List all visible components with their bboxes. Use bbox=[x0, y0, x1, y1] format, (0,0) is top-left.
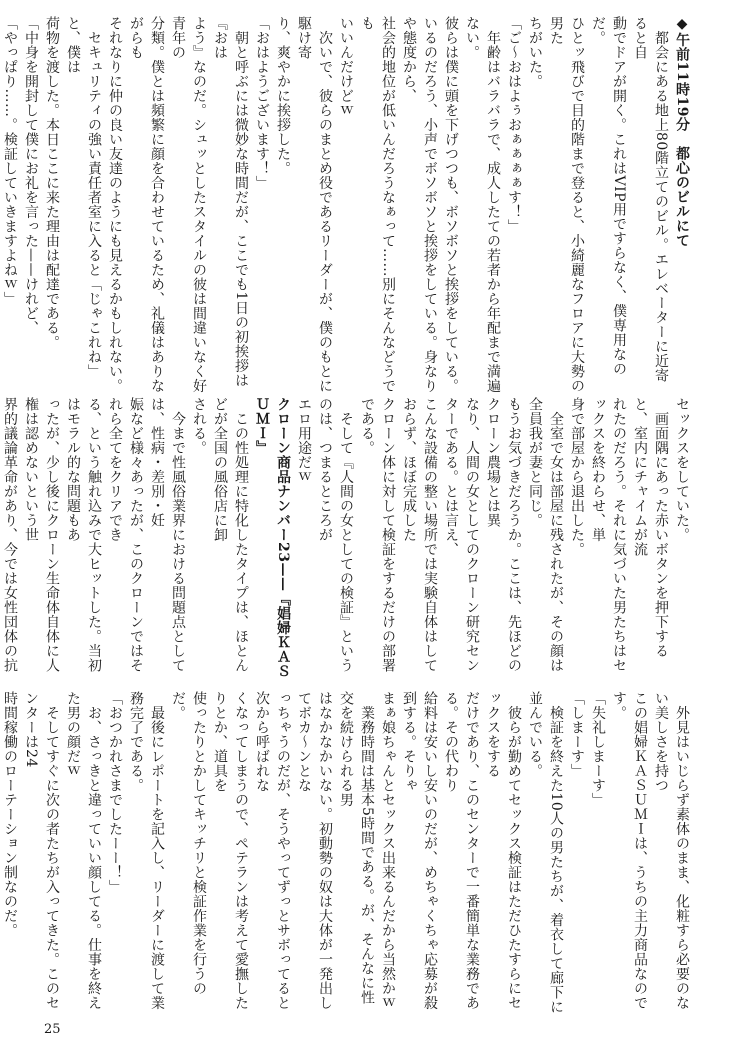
text-column: 次いで、彼らのまとめ役であるリーダーが、僕のもとに駆け寄 bbox=[296, 16, 333, 393]
text-column: 年齢はバラバラで、成人したての若者から年配まで満遍ない。 bbox=[464, 16, 501, 393]
text-column: この性処理に特化したタイプは、ほとんどが全国の風俗店に卸 bbox=[212, 397, 249, 673]
text-column: ひとッ飛びで目的階まで登ると、小綺麗なフロアに大勢の男た bbox=[548, 16, 585, 393]
text-column: 時間稼働のローテーション制なのだ。 bbox=[2, 691, 18, 938]
text-column: こんな設備の整い場所では実験自体はしておらず、ほぼ完成した bbox=[401, 397, 438, 673]
page-number: 25 bbox=[44, 1022, 61, 1037]
text-column: 動でドアが開く。これはVIP用ですらなく、僕専用なのだ。 bbox=[590, 16, 627, 377]
text-column: なり、人間の女としてのクローン研究センターである。とは言え、 bbox=[443, 397, 480, 673]
text-column: される。 bbox=[191, 397, 207, 455]
text-column: まぁ娘ちゃんとセックス出来るんだから当然かｗ bbox=[380, 691, 396, 1010]
text-column: セキュリティの強い責任者室に入ると「じゃこれね」と、僕は bbox=[65, 16, 102, 379]
text-column: それなりに仲の良い友達のようにも見えるかもしれない。 bbox=[107, 16, 123, 393]
text-column: 今まで性風俗業界における問題点としては、性病・差別・妊 bbox=[149, 397, 186, 673]
text-column: 検証を終えた10人の男たちが、着衣して廊下に並んでいる。 bbox=[527, 691, 564, 1015]
text-column: っちゃうのだが、そうやってずっとサボってると次から呼ばれな bbox=[254, 691, 291, 1010]
text-column: そしてすぐに次の者たちが入ってきた。このセンターは24 bbox=[23, 691, 60, 1010]
text-column: エロ用途だｗ bbox=[296, 397, 312, 484]
text-column: 彼らが勤めてセックス検証はただひたすらにセックスをする bbox=[485, 691, 522, 1010]
text-column: 朝と呼ぶには微妙な時間だが、ここでも1日の初挨拶は『おは bbox=[212, 16, 249, 388]
text-column: 「おつかれさまでしたーー！」 bbox=[107, 691, 123, 894]
text-tier-middle bbox=[2, 397, 692, 681]
section-heading: ◆午前11時19分 都心のビルにて bbox=[674, 16, 690, 248]
text-column: 都会にある地上80階立てのビル。エレベーターに近寄ると自 bbox=[632, 16, 669, 383]
text-column: れたのだろう。それに気づいた男たちはセックスを終わらせ、単 bbox=[590, 397, 627, 673]
text-column: この娼婦ＫＡＳＵＭＩは、うちの主力商品なのです。 bbox=[611, 691, 648, 1010]
text-column: くなってしまうので、ペテランは考えて愛撫したりとか、道具を bbox=[212, 691, 249, 1010]
text-column: 「やっぱり……。検証していきますよねｗ」 bbox=[2, 16, 18, 306]
text-column: クローン体に対して検証をするだけの部署である。 bbox=[359, 397, 396, 673]
text-column: 荷物を渡した。本日ここに来た理由は配達である。 bbox=[44, 16, 60, 350]
text-column: る、という触れ込みで大ヒットした。当初はモラル的な問題もあ bbox=[65, 397, 102, 673]
text-column: 身で部屋から退出した。 bbox=[569, 397, 585, 557]
text-column: 全室で女は部屋に残されたが、その顔は全員我が妻と同じ。 bbox=[527, 397, 564, 673]
text-column: はなかなかいない。初動勢の奴は大体が一発出してボカ〜ンとな bbox=[296, 691, 333, 1010]
text-column: いるのだろう、小声でボソボソと挨拶をしている。身なりや態度から、 bbox=[401, 16, 438, 393]
text-column: よう』なのだ。シュッとしたスタイルの彼は間違いなく好青年の bbox=[170, 16, 207, 393]
text-column: 「失礼しまーす」 bbox=[590, 691, 606, 807]
text-column: 画面隅にあった赤いボタンを押下すると、室内にチャイムが流 bbox=[632, 397, 669, 658]
text-tier-top bbox=[2, 16, 692, 394]
text-column: セックスをしていた。 bbox=[674, 397, 690, 542]
text-column: お、さっきと違っていい顔してる。仕事を終えた男の顔だｗ bbox=[65, 691, 102, 1010]
text-column: ったが、少し後にクローン生命体自体に人権は認めないという世 bbox=[23, 397, 60, 673]
text-column: 「おはようございます！」 bbox=[254, 16, 270, 190]
text-tier-bottom bbox=[2, 691, 692, 1017]
text-column: いいんだけどｗ bbox=[338, 16, 354, 118]
text-column: 給料は安いし安いのだが、めちゃくちゃ応募が殺到する。そりゃ bbox=[401, 691, 438, 1010]
text-column: もうお気づきだろうか。ここは、先ほどのクローン農場とは異 bbox=[485, 397, 522, 673]
text-column: 分類。僕とは頻繁に顔を合わせているため、礼儀はありながらも bbox=[128, 16, 165, 393]
text-column: 外見はいじらず素体のまま、化粧すら必要のない美しさを持つ bbox=[653, 691, 690, 1010]
text-column: 最後にレポートを記入し、リーダーに渡して業務完了である。 bbox=[128, 691, 165, 1010]
text-column: り、爽やかに挨拶した。 bbox=[275, 16, 291, 176]
text-column: 社会的地位が低いんだろうなぁって……別にそんなどうでも bbox=[359, 16, 396, 393]
text-column: 「中身を開封して僕にお礼を言った——けれど、 bbox=[23, 16, 39, 335]
section-heading: クローン商品ナンバー23——『娼婦ＫＡＳＵＭＩ』 bbox=[254, 397, 291, 679]
text-column: ちがいた。 bbox=[527, 16, 543, 89]
text-column: そして『人間の女としての検証』というのは、つまるところが bbox=[317, 397, 354, 673]
text-column: 「ご〜おはよぅおぁぁぁぁす！」 bbox=[506, 16, 522, 234]
text-column: 界的議論革命があり、今では女性団体の抗 bbox=[2, 397, 18, 673]
text-column: 「しまーす」 bbox=[569, 691, 585, 778]
text-column: 業務時間は基本5時間である。が、そんなに性交を続けられる男 bbox=[338, 691, 375, 1005]
text-column: 娠など様々あったが、このクローンではそれら全てをクリアでき bbox=[107, 397, 144, 673]
text-column: だけであり、このセンターで一番簡単な業務である。その代わり bbox=[443, 691, 480, 1010]
text-column: 使ったりとかしてキッチリと検証作業を行うのだ。 bbox=[170, 691, 207, 996]
text-column: 彼らは僕に頭を下げつつも、ボソボソと挨拶をしている。 bbox=[443, 16, 459, 393]
